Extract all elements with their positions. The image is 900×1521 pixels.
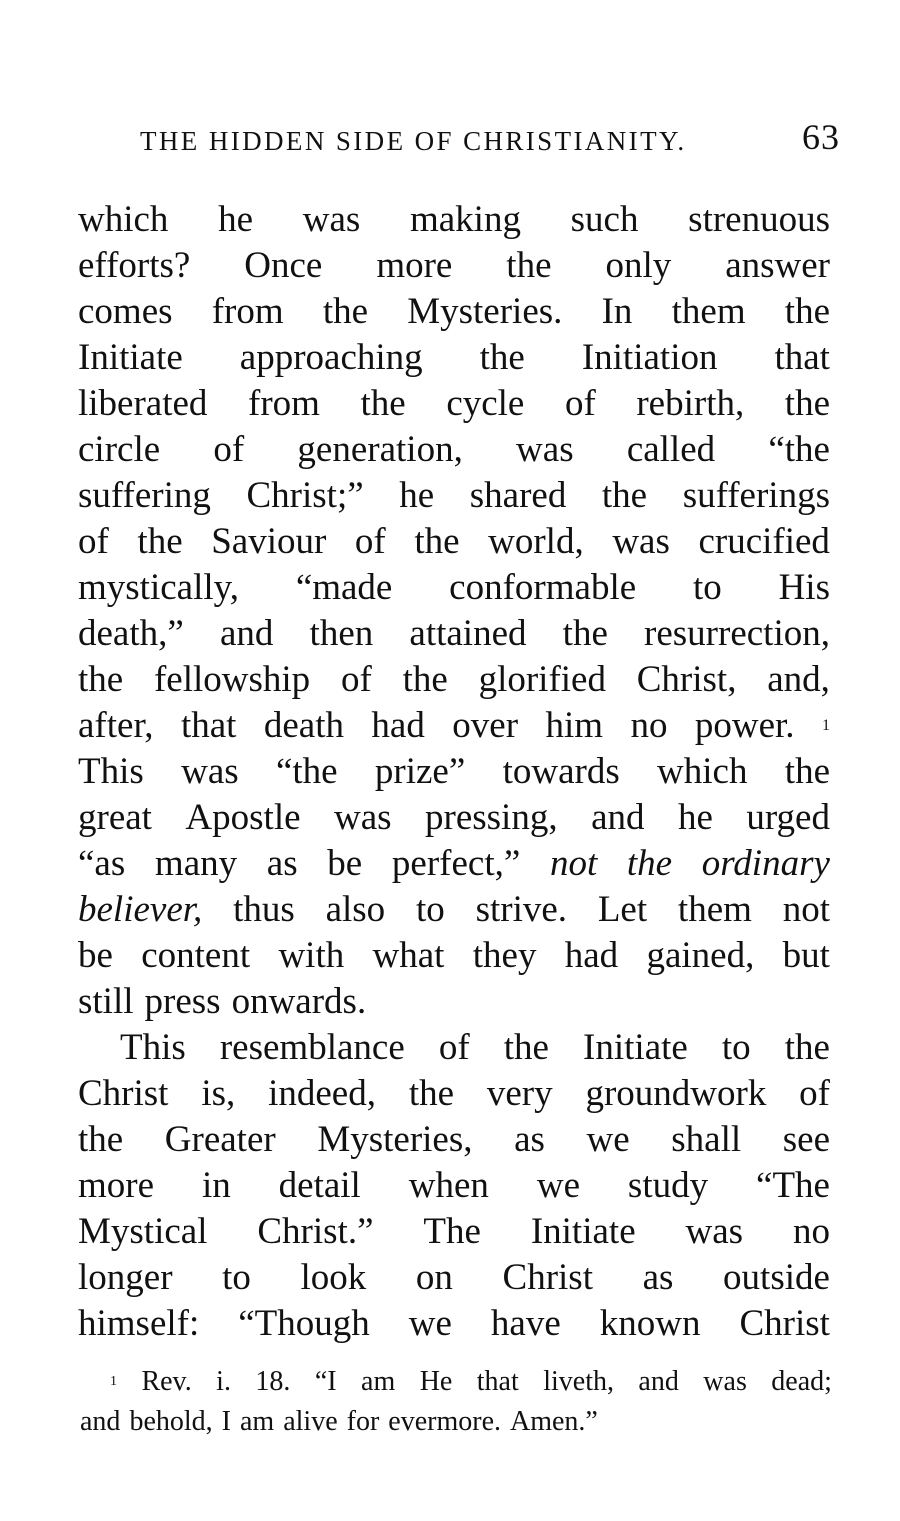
word: of — [78, 521, 109, 562]
text-line — [78, 611, 830, 657]
word: be — [78, 935, 113, 976]
word: 18. — [255, 1366, 291, 1397]
word: groundwork — [585, 1073, 767, 1114]
word: “The — [756, 1165, 830, 1206]
word: Once — [244, 245, 323, 286]
word: death,” — [78, 613, 184, 654]
word: more — [376, 245, 453, 286]
word: mystically, — [78, 567, 239, 608]
word: was — [685, 1211, 744, 1252]
word: was — [302, 199, 361, 240]
word: we — [536, 1165, 580, 1206]
word: he — [677, 797, 713, 838]
word: study — [627, 1165, 709, 1206]
word: Christ.” — [257, 1211, 374, 1252]
word: that — [180, 705, 237, 746]
word: from — [211, 291, 284, 332]
word: evermore. — [388, 1406, 501, 1437]
text-line — [78, 841, 830, 887]
word: His — [778, 567, 830, 608]
word: shall — [671, 1119, 742, 1160]
word: him — [545, 705, 604, 746]
word: was — [703, 1366, 747, 1397]
word: In — [601, 291, 633, 332]
word: Initiate — [530, 1211, 636, 1252]
word: He — [419, 1366, 453, 1397]
word: himself: — [78, 1303, 200, 1344]
word: the — [137, 521, 183, 562]
word: strive. — [475, 889, 568, 930]
word: world, — [488, 521, 584, 562]
word: was — [612, 521, 670, 562]
running-title: THE HIDDEN SIDE OF CHRISTIANITY. — [140, 126, 687, 156]
word: and — [638, 1366, 679, 1397]
word: cycle — [446, 383, 525, 424]
text-line — [78, 1163, 830, 1209]
word: thus — [233, 889, 295, 930]
word: was — [516, 429, 574, 470]
word: The — [423, 1211, 481, 1252]
page-number: 63 — [802, 117, 840, 157]
word: making — [409, 199, 521, 240]
text-line — [78, 933, 830, 979]
word: for — [346, 1406, 380, 1437]
word: suffering — [78, 475, 211, 516]
word: then — [309, 613, 374, 654]
word: Initiate — [583, 1027, 688, 1068]
word: death — [263, 705, 344, 746]
text-line — [78, 565, 830, 611]
word: and — [80, 1406, 121, 1437]
word: the — [503, 1027, 549, 1068]
word: but — [782, 935, 830, 976]
word: of — [213, 429, 245, 470]
word: Apostle — [185, 797, 301, 838]
word: This — [78, 751, 144, 792]
word: such — [570, 199, 639, 240]
word: Mysteries, — [317, 1119, 473, 1160]
word: and — [219, 613, 274, 654]
running-head — [140, 117, 840, 166]
word: as — [514, 1119, 545, 1160]
word: the — [402, 659, 448, 700]
word: as — [642, 1257, 674, 1298]
text-line — [78, 243, 830, 289]
word: that — [774, 337, 830, 378]
word: towards — [502, 751, 620, 792]
word: longer — [78, 1257, 173, 1298]
word: very — [486, 1073, 553, 1114]
word: the — [360, 383, 406, 424]
word: “Though — [238, 1303, 370, 1344]
word: from — [248, 383, 320, 424]
word: indeed, — [268, 1073, 376, 1114]
word: the — [784, 1027, 830, 1068]
word: more — [78, 1165, 155, 1206]
word: no — [630, 705, 668, 746]
footnote-line — [80, 1362, 832, 1402]
text-line — [78, 795, 830, 841]
word: gained, — [646, 935, 755, 976]
word: was — [334, 797, 392, 838]
word: “made — [295, 567, 393, 608]
word: Christ;” — [246, 475, 364, 516]
word: the — [78, 1119, 124, 1160]
word: dead; — [771, 1366, 832, 1397]
word: be — [327, 843, 363, 884]
word: he — [399, 475, 435, 516]
word: efforts? — [78, 245, 191, 286]
text-line — [78, 749, 830, 795]
word: known — [599, 1303, 701, 1344]
word: Mystical — [78, 1211, 208, 1252]
word: outside — [723, 1257, 830, 1298]
word: only — [605, 245, 672, 286]
word: have — [490, 1303, 561, 1344]
text-line — [78, 289, 830, 335]
word: to — [692, 567, 722, 608]
word: content — [141, 935, 251, 976]
word: with — [278, 935, 345, 976]
word: Rev. — [141, 1366, 192, 1397]
word: conformable — [449, 567, 637, 608]
word: which — [78, 199, 169, 240]
word: prize” — [374, 751, 466, 792]
word: see — [782, 1119, 830, 1160]
word: sufferings — [682, 475, 830, 516]
word: the — [784, 751, 830, 792]
word: still — [78, 981, 134, 1022]
word: detail — [278, 1165, 361, 1206]
word: the — [784, 383, 830, 424]
word: circle — [78, 429, 161, 470]
text-line — [78, 979, 830, 1025]
word: strenuous — [688, 199, 830, 240]
text-line — [78, 1025, 830, 1071]
word: had — [371, 705, 425, 746]
word: the — [414, 521, 460, 562]
word: no — [792, 1211, 830, 1252]
word: am — [361, 1366, 396, 1397]
word: is, — [201, 1073, 236, 1114]
word: comes — [78, 291, 173, 332]
word: alive — [283, 1406, 338, 1437]
word: great — [78, 797, 152, 838]
word: glorified — [478, 659, 606, 700]
word: pressing, — [425, 797, 558, 838]
footnotes — [80, 1362, 832, 1442]
word: the — [408, 1073, 455, 1114]
word: urged — [746, 797, 830, 838]
word: was — [181, 751, 239, 792]
word: resemblance — [219, 1027, 405, 1068]
text-line — [78, 657, 830, 703]
word: the — [562, 613, 608, 654]
text-line — [78, 1209, 830, 1255]
word: Initiation — [581, 337, 718, 378]
word: This — [120, 1027, 186, 1068]
word: of — [340, 659, 372, 700]
word: Amen.” — [510, 1406, 598, 1437]
word: crucified — [698, 521, 830, 562]
word: the — [479, 337, 525, 378]
word: many — [154, 843, 238, 884]
word: also — [325, 889, 386, 930]
text-line — [78, 1255, 830, 1301]
word: over — [452, 705, 519, 746]
text-line — [78, 473, 830, 519]
word: shared — [469, 475, 567, 516]
word: answer — [725, 245, 830, 286]
word: Christ — [739, 1303, 830, 1344]
word: 1 — [110, 1374, 117, 1389]
word: the — [626, 843, 673, 884]
word: to — [721, 1027, 751, 1068]
word: the — [78, 659, 124, 700]
word: i. — [216, 1366, 231, 1397]
word: “the — [768, 429, 830, 470]
word: Greater — [164, 1119, 276, 1160]
word: what — [372, 935, 445, 976]
word: as — [266, 843, 298, 884]
text-line — [78, 427, 830, 473]
word: Christ, — [636, 659, 737, 700]
word: “as — [78, 843, 126, 884]
word: look — [300, 1257, 367, 1298]
word: liberated — [78, 383, 208, 424]
word: Christ — [502, 1257, 593, 1298]
text-line — [78, 197, 830, 243]
word: on — [415, 1257, 453, 1298]
word: not — [549, 843, 598, 884]
word: called — [626, 429, 716, 470]
text-line — [78, 381, 830, 427]
word: generation, — [297, 429, 463, 470]
word: Mysteries. — [407, 291, 563, 332]
word: resurrection, — [644, 613, 830, 654]
word: after, — [78, 705, 154, 746]
word: Initiate — [78, 337, 183, 378]
word: the — [601, 475, 648, 516]
word: to — [415, 889, 445, 930]
text-line-with-footnote-ref — [78, 703, 830, 749]
word: when — [408, 1165, 489, 1206]
word: ordinary — [701, 843, 830, 884]
word: Let — [597, 889, 648, 930]
body-text — [78, 197, 830, 1347]
word: them — [677, 889, 752, 930]
word: had — [564, 935, 619, 976]
word: onwards. — [231, 981, 367, 1022]
text-line — [78, 887, 830, 933]
text-line — [78, 1117, 830, 1163]
word: the — [322, 291, 369, 332]
text-line — [78, 519, 830, 565]
word: “I — [314, 1366, 337, 1397]
word: 1 — [821, 717, 830, 734]
word: not — [782, 889, 830, 930]
text-line — [78, 1071, 830, 1117]
word: the — [506, 245, 552, 286]
word: believer, — [78, 889, 203, 930]
word: the — [784, 291, 830, 332]
word: Christ — [78, 1073, 169, 1114]
text-line — [78, 1301, 830, 1347]
word: am — [239, 1406, 275, 1437]
word: attained — [409, 613, 527, 654]
word: I — [221, 1406, 231, 1437]
word: rebirth, — [636, 383, 745, 424]
word: to — [222, 1257, 251, 1298]
footnote-line — [80, 1402, 832, 1442]
word: of — [438, 1027, 470, 1068]
word: power. — [694, 705, 795, 746]
word: them — [671, 291, 746, 332]
word: perfect,” — [391, 843, 521, 884]
word: liveth, — [543, 1366, 614, 1397]
word: of — [564, 383, 596, 424]
word: which — [657, 751, 748, 792]
word: we — [586, 1119, 630, 1160]
word: he — [218, 199, 254, 240]
word: and — [591, 797, 645, 838]
word: they — [472, 935, 537, 976]
word: in — [201, 1165, 231, 1206]
word: “the — [275, 751, 338, 792]
word: we — [408, 1303, 452, 1344]
word: Saviour — [211, 521, 327, 562]
text-line — [78, 335, 830, 381]
word: of — [354, 521, 386, 562]
word: that — [476, 1366, 519, 1397]
word: fellowship — [153, 659, 311, 700]
word: of — [799, 1073, 830, 1114]
word: press — [144, 981, 221, 1022]
word: approaching — [239, 337, 423, 378]
word: behold, — [129, 1406, 213, 1437]
word: and, — [767, 659, 830, 700]
